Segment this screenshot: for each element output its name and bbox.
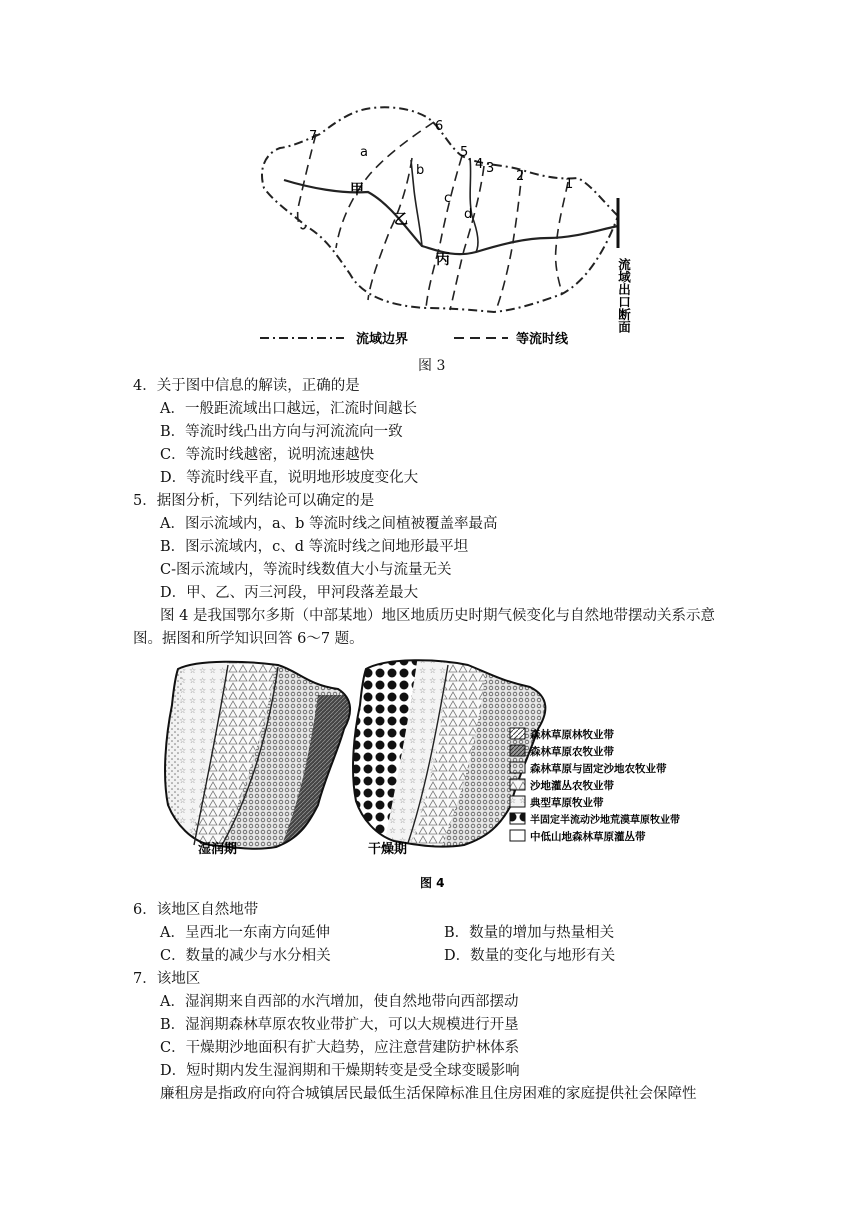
figure4-caption: 图 4 xyxy=(420,876,445,890)
q5-option-b: B．图示流域内，c、d 等流时线之间地形最平坦 xyxy=(160,539,469,555)
isochrone-5 xyxy=(368,158,412,300)
label-a: a xyxy=(360,145,368,160)
q5-stem: 5．据图分析，下列结论可以确定的是 xyxy=(133,493,375,509)
q6-option-b: B．数量的增加与热量相关 xyxy=(444,925,615,941)
legend-item-5: 典型草原牧业带 xyxy=(530,797,604,809)
intro-line-2: 图。据图和所学知识回答 6～7 题。 xyxy=(133,631,364,647)
q4-option-b: B．等流时线凸出方向与河流流向一致 xyxy=(160,424,403,440)
q7-option-c: C．干燥期沙地面积有扩大趋势，应注意营建防护林体系 xyxy=(160,1040,520,1056)
label-4: 4 xyxy=(475,157,484,172)
q4-option-d: D．等流时线平直，说明地形坡度变化大 xyxy=(160,470,419,486)
label-2: 2 xyxy=(516,169,525,184)
legend-item-3: 森林草原与固定沙地农牧业带 xyxy=(530,763,667,775)
q6-option-a: A．呈西北一东南方向延伸 xyxy=(160,925,330,941)
label-bing: 丙 xyxy=(436,252,450,268)
q5-option-c: C-图示流域内，等流时线数值大小与流量无关 xyxy=(160,562,452,578)
isochrone-7 xyxy=(298,134,316,229)
q6-stem: 6．该地区自然地带 xyxy=(133,902,259,918)
map-wet-period xyxy=(158,655,358,855)
trailing-paragraph: 廉租房是指政府向符合城镇居民最低生活保障标准且住房困难的家庭提供社会保障性 xyxy=(160,1086,697,1102)
isochrone-4 xyxy=(426,156,462,308)
q7-option-d: D．短时期内发生湿润期和干燥期转变是受全球变暖影响 xyxy=(160,1063,520,1079)
legend-boundary-label: 流域边界 xyxy=(356,332,409,347)
legend-isochrone-label: 等流时线 xyxy=(516,332,569,347)
q5-option-a: A．图示流域内，a、b 等流时线之间植被覆盖率最高 xyxy=(160,516,498,532)
legend-item-7: 中低山地森林草原灌丛带 xyxy=(530,831,646,843)
figure4-legend xyxy=(510,728,680,843)
q4-stem: 4．关于图中信息的解读，正确的是 xyxy=(133,378,360,394)
figure4-maps xyxy=(158,655,703,895)
map-wet-label: 湿润期 xyxy=(198,842,238,857)
legend-item-1: 森林草原林牧业带 xyxy=(530,729,614,741)
map-dry-label: 干燥期 xyxy=(368,842,408,857)
legend-item-6: 半固定半流动沙地荒漠草原牧业带 xyxy=(530,815,680,826)
q7-option-a: A．湿润期来自西部的水汽增加，使自然地带向西部摆动 xyxy=(160,994,519,1010)
label-5: 5 xyxy=(460,145,469,160)
legend-item-2: 森林草原农牧业带 xyxy=(530,746,614,758)
q4-option-c: C．等流时线越密，说明流速越快 xyxy=(160,447,375,463)
label-d: d xyxy=(464,207,473,222)
q7-option-b: B．湿润期森林草原农牧业带扩大，可以大规模进行开垦 xyxy=(160,1017,519,1033)
q4-option-a: A．一般距流域出口越远，汇流时间越长 xyxy=(160,401,417,417)
outlet-label: 流域出口断面 xyxy=(616,258,632,333)
map-dry-period xyxy=(348,655,558,855)
label-1: 1 xyxy=(565,177,574,192)
isochrone-3 xyxy=(450,166,484,310)
label-6: 6 xyxy=(435,119,444,134)
figure3-caption: 图 3 xyxy=(418,358,446,374)
figure3-map xyxy=(240,98,640,350)
label-7: 7 xyxy=(309,129,318,144)
legend-item-4: 沙地灌丛农牧业带 xyxy=(530,780,614,792)
q5-option-d: D．甲、乙、丙三河段，甲河段落差最大 xyxy=(160,585,419,601)
label-c: c xyxy=(444,191,452,206)
q7-stem: 7．该地区 xyxy=(133,971,201,987)
label-b: b xyxy=(416,163,425,178)
isochrone-2 xyxy=(496,169,525,310)
intro-line-1: 图 4 是我国鄂尔多斯（中部某地）地区地质历史时期气候变化与自然地带摆动关系示意 xyxy=(160,608,715,624)
label-yi: 乙 xyxy=(394,212,408,228)
q6-option-c: C．数量的减少与水分相关 xyxy=(160,948,331,964)
q6-option-d: D．数量的变化与地形有关 xyxy=(444,948,616,964)
label-3: 3 xyxy=(486,161,495,176)
label-jia: 甲 xyxy=(350,182,364,198)
